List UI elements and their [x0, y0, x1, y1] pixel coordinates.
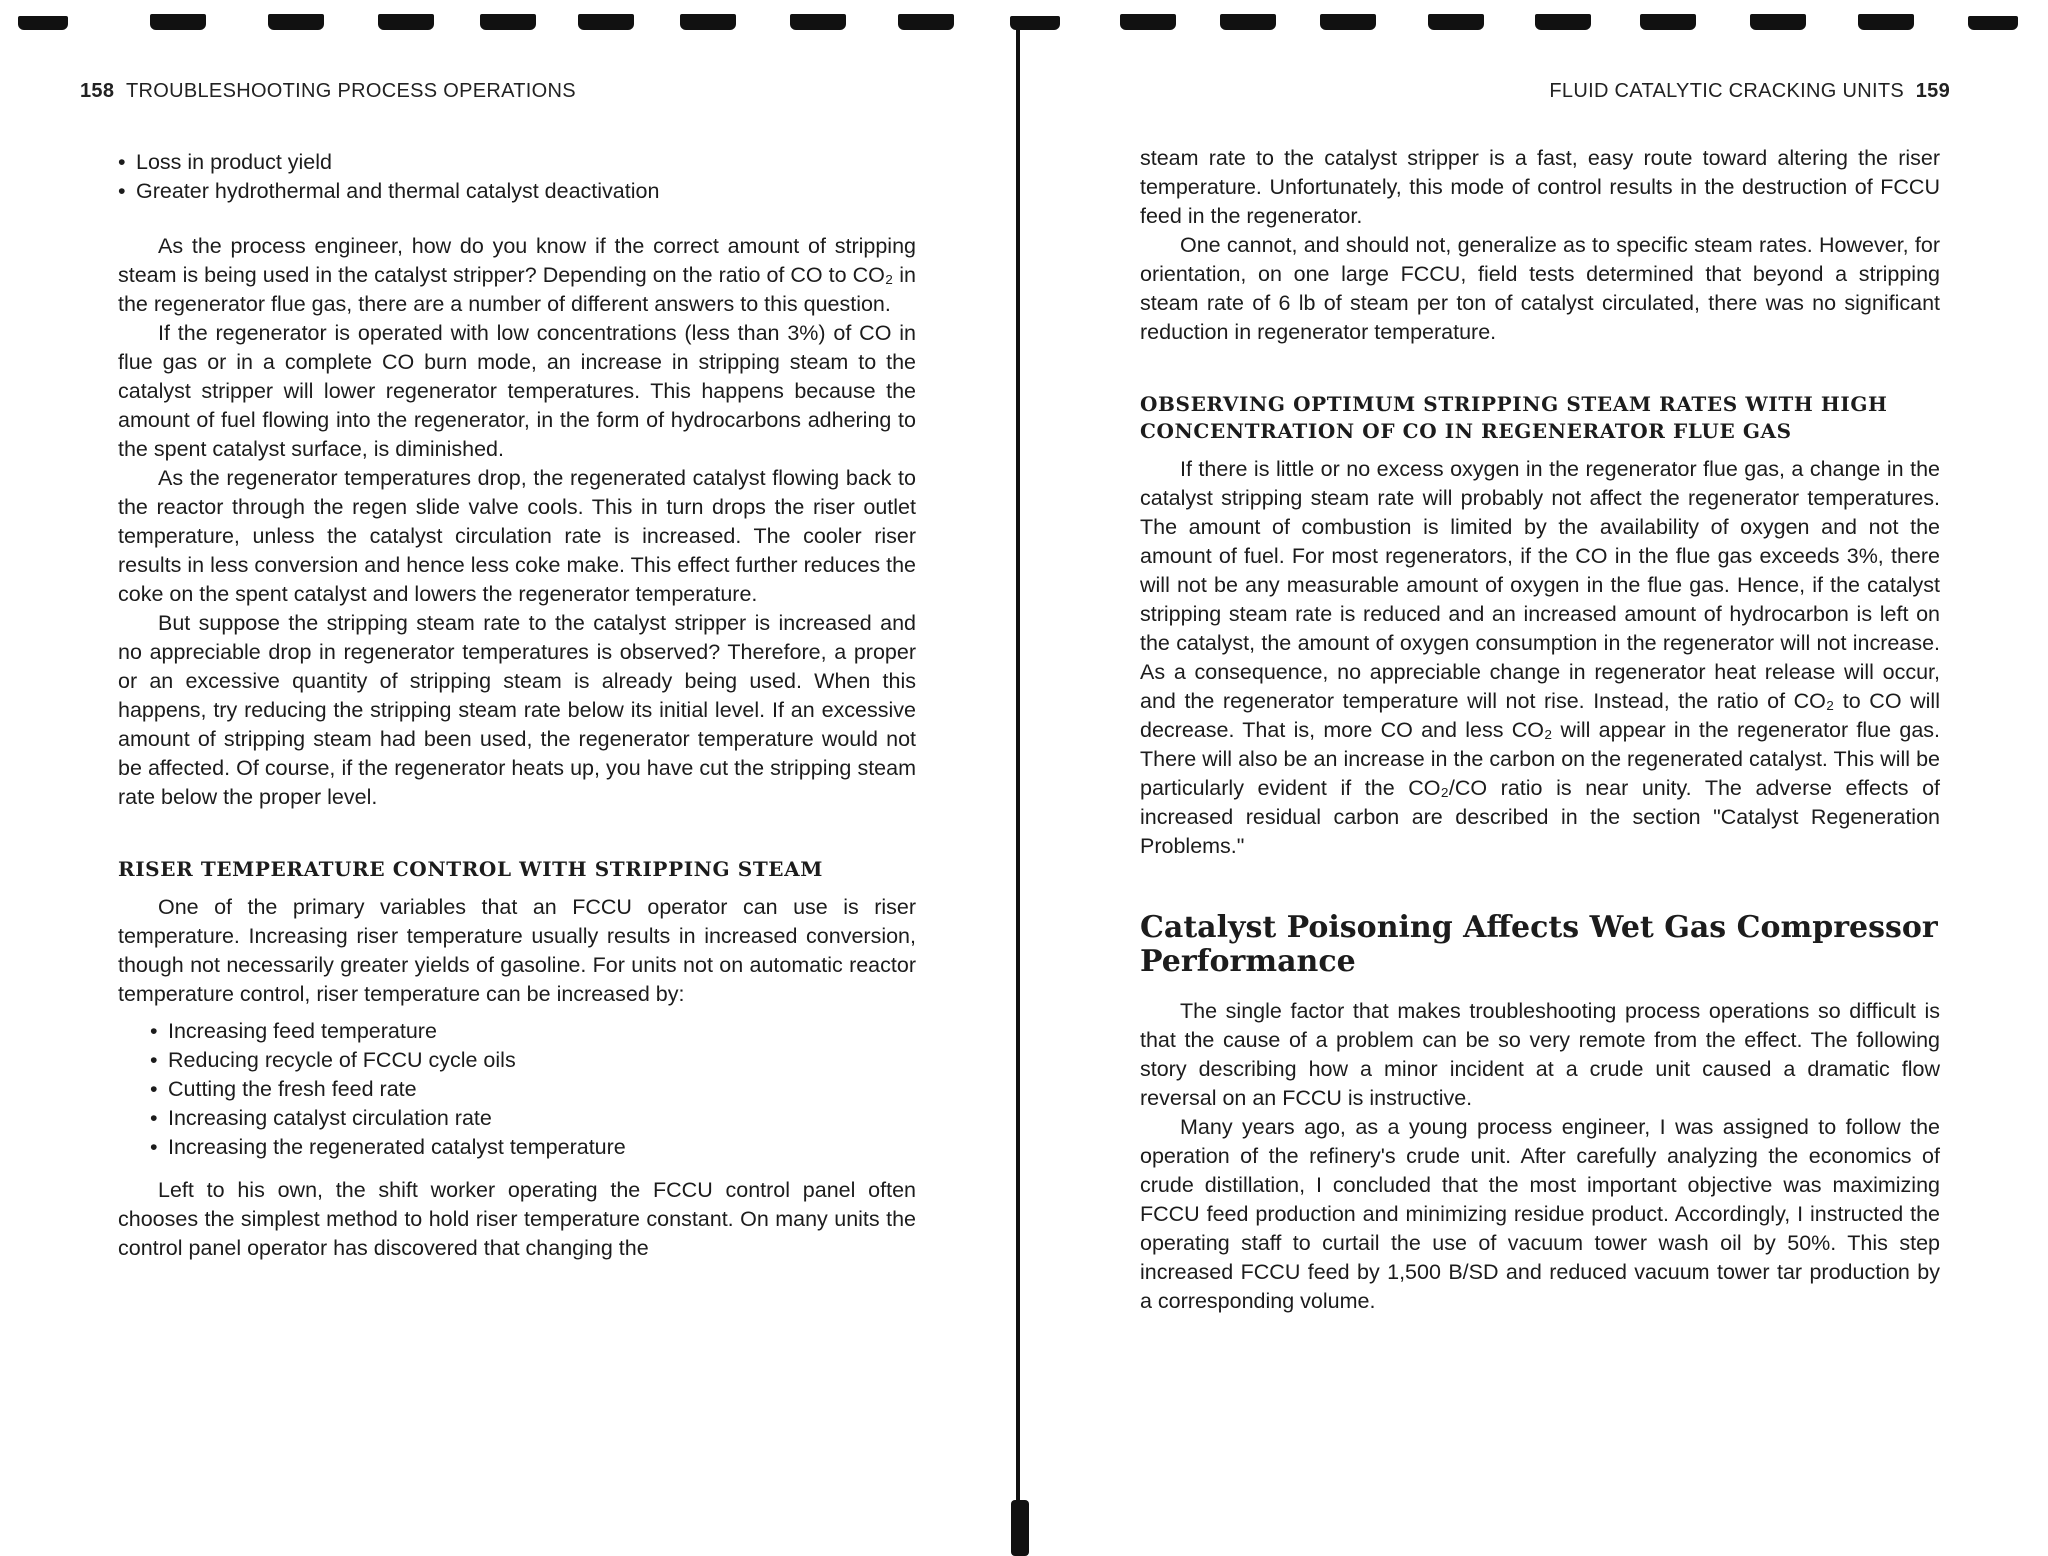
list-item: • Increasing catalyst circulation rate	[150, 1104, 916, 1133]
left-body-text	[118, 148, 916, 1263]
left-running-head	[80, 80, 576, 103]
list-item: • Cutting the fresh feed rate	[150, 1075, 916, 1104]
section-heading-riser: RISER TEMPERATURE CONTROL WITH STRIPPING STEAM	[118, 857, 824, 881]
right-running-title: FLUID CATALYTIC CRACKING UNITS	[1549, 80, 1904, 102]
paragraph: As the regenerator temperatures drop, the regenerated catalyst flowing back to the reactor through the regen slide valve cools. This in turn drops the riser outlet temperature, unless the catalyst circulation rate is increased. The cooler riser results in less conversion and hence less coke make. This effect further reduces the coke on the spent catalyst and lowers the regenerator temperature.	[118, 466, 916, 606]
paragraph: But suppose the stripping steam rate to the catalyst stripper is increased and no appreciable drop in regenerator temperatures is observed? Therefore, a proper or an excessive quantity of stripping steam is already being used. When this happens, try reducing the stripping steam rate below its initial level. If an excessive amount of stripping steam had been used, the regenerator temperature would not be affected. Of course, if the regenerator heats up, you have cut the stripping steam rate below the proper level.	[118, 611, 916, 809]
top-bullet-list	[118, 148, 916, 206]
right-body-text	[1140, 144, 1940, 1316]
list-item: • Reducing recycle of FCCU cycle oils	[150, 1046, 916, 1075]
list-item: • Loss in product yield	[118, 148, 916, 177]
riser-bullet-list	[150, 1017, 916, 1162]
list-item: • Increasing the regenerated catalyst temperature	[150, 1133, 916, 1162]
paragraph: If there is little or no excess oxygen in the regenerator flue gas, a change in the catalyst stripping steam rate will probably not affect the regenerator temperatures. The amount of combustion is limited by the availability of oxygen and not the amount of fuel. For most regenerators, if the CO in the flue gas exceeds 3%, there will not be any measurable amount of oxygen in the flue gas. Hence, if the catalyst stripping steam rate is reduced and an increased amount of hydrocarbon is left on the catalyst, the amount of oxygen consumption in the regenerator will not increase. As a consequence, no appreciable change in regenerator heat release will occur, and the regenerator temperature will not rise. Instead, the ratio of CO₂ to CO will decrease. That is, more CO and less CO₂ will appear in the regenerator flue gas. There will also be an increase in the carbon on the regenerated catalyst. This will be particularly evident if the CO₂/CO ratio is near unity. The adverse effects of increased residual carbon are described in the section "Catalyst Regeneration Problems."	[1140, 457, 1940, 858]
paragraph: If the regenerator is operated with low concentrations (less than 3%) of CO in flue gas or in a complete CO burn mode, an increase in stripping steam to the catalyst stripper will lower regenerator temperatures. This happens because the amount of fuel flowing into the regenerator, in the form of hydrocarbons adhering to the spent catalyst surface, is diminished.	[118, 321, 916, 461]
list-item: • Increasing feed temperature	[150, 1017, 916, 1046]
paragraph: steam rate to the catalyst stripper is a fast, easy route toward altering the riser temperature. Unfortunately, this mode of control results in the destruction of FCCU feed in the regenerator.	[1140, 146, 1940, 228]
right-page-number: 159	[1915, 80, 1950, 102]
paragraph: The single factor that makes troubleshooting process operations so difficult is that the cause of a problem can be so very remote from the effect. The following story describing how a minor incident at a crude unit caused a dramatic flow reversal on an FCCU is instructive.	[1140, 999, 1940, 1110]
left-page	[0, 0, 1016, 1556]
left-running-title: TROUBLESHOOTING PROCESS OPERATIONS	[126, 80, 576, 102]
paragraph: One of the primary variables that an FCCU operator can use is riser temperature. Increasing riser temperature usually results in increased conversion, though not necessarily greater yields of gasoline. For units not on automatic reactor temperature control, riser temperature can be increased by:	[118, 895, 916, 1006]
right-running-head	[1549, 80, 1950, 103]
paragraph: Left to his own, the shift worker operating the FCCU control panel often chooses the simplest method to hold riser temperature constant. On many units the control panel operator has discovered that changing the	[118, 1178, 916, 1260]
major-heading-catalyst-poisoning: Catalyst Poisoning Affects Wet Gas Compressor Performance	[1140, 910, 1938, 979]
left-page-number: 158	[80, 80, 115, 102]
list-item: • Greater hydrothermal and thermal catalyst deactivation	[118, 177, 916, 206]
paragraph: One cannot, and should not, generalize as to specific steam rates. However, for orientation, on one large FCCU, field tests determined that beyond a stripping steam rate of 6 lb of steam per ton of catalyst circulated, there was no significant reduction in regenerator temperature.	[1140, 233, 1940, 344]
paragraph: As the process engineer, how do you know if the correct amount of stripping steam is being used in the catalyst stripper? Depending on the ratio of CO to CO₂ in the regenerator flue gas, there are a number of different answers to this question.	[118, 234, 916, 316]
paragraph: Many years ago, as a young process engineer, I was assigned to follow the operation of the refinery's crude unit. After carefully analyzing the economics of crude distillation, I concluded that the most important objective was maximizing FCCU feed production and minimizing residue product. Accordingly, I instructed the operating staff to curtail the use of vacuum tower wash oil by 50%. This step increased FCCU feed by 1,500 B/SD and reduced vacuum tower tar production by a corresponding volume.	[1140, 1115, 1940, 1313]
section-heading-optimum-steam: OBSERVING OPTIMUM STRIPPING STEAM RATES WITH HIGH CONCENTRATION OF CO IN REGENERATOR FLUE GAS	[1140, 392, 1888, 443]
